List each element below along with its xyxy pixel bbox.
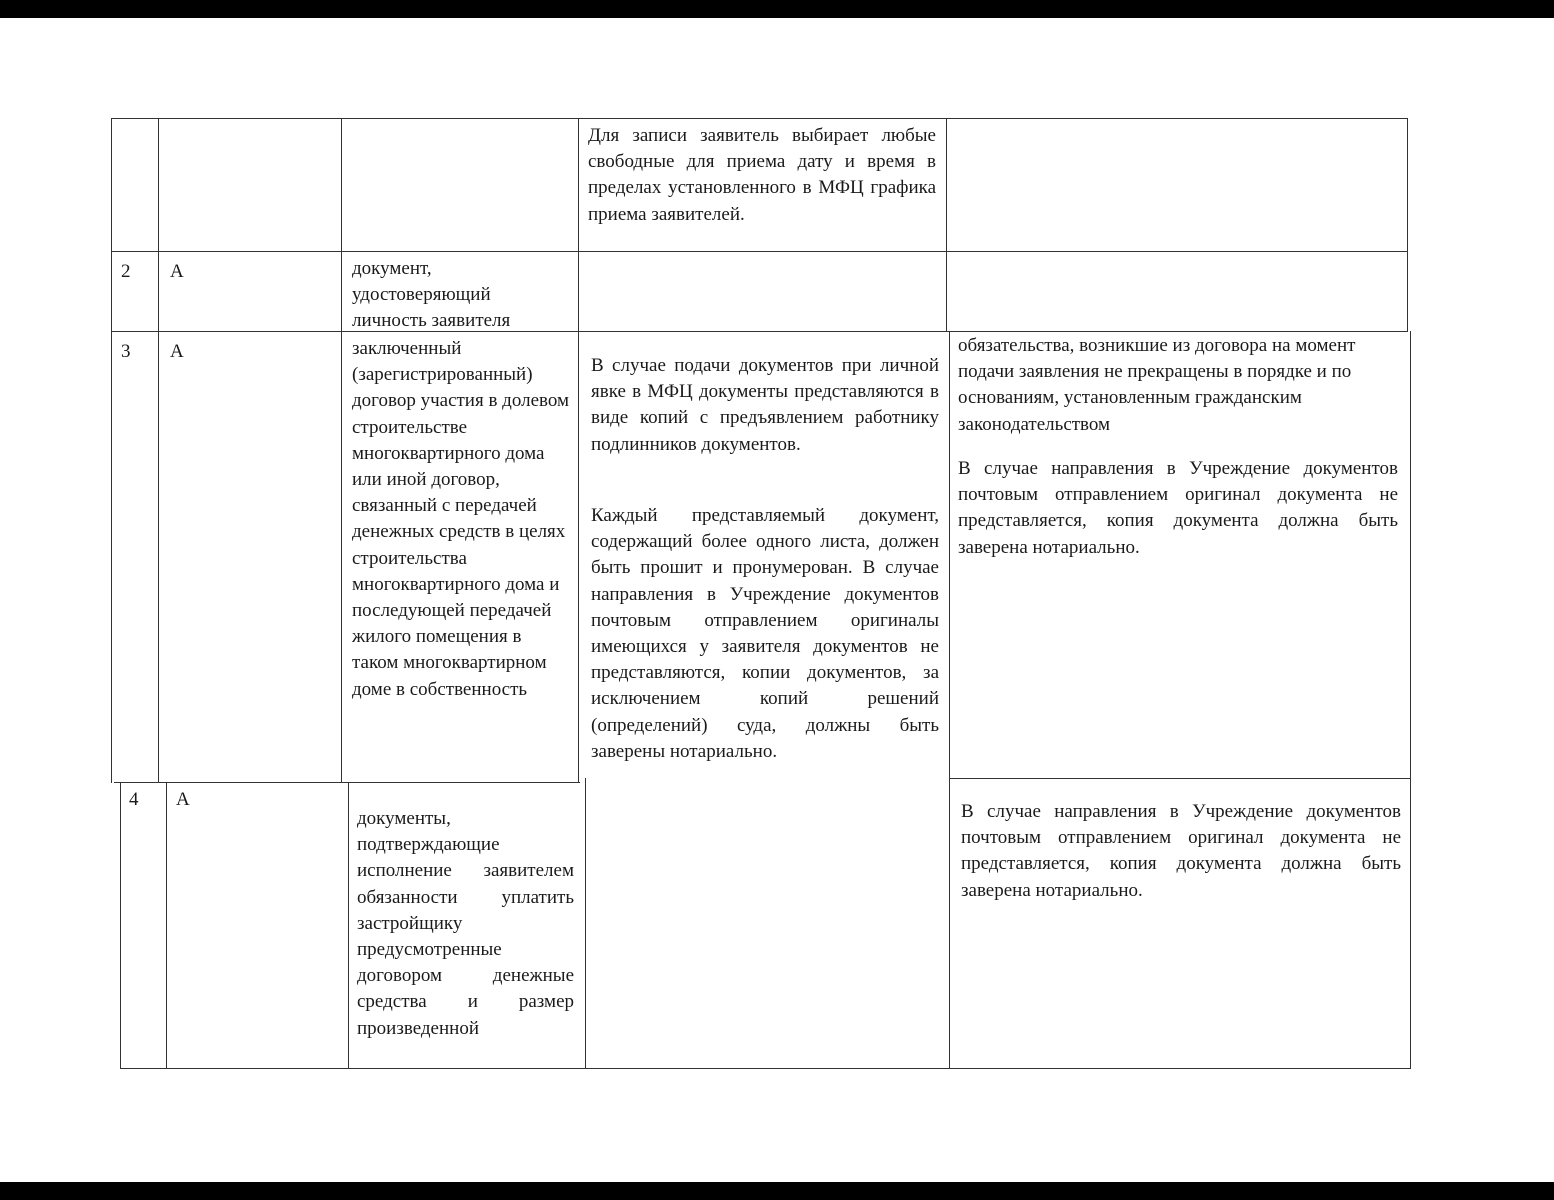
table-bottom-rule	[120, 1068, 1411, 1069]
row-4-rule-2	[348, 782, 349, 1068]
column-rule-1	[158, 118, 159, 783]
row-1-submission-text: Для записи заявитель выбирает любые свободные для приема дату и время в пределах установленного в МФЦ графика приема заявителей.	[588, 125, 936, 225]
row-2-type: А	[170, 261, 184, 282]
row-3-notes-paragraph-2: В случае направления в Учреждение документов почтовым отправлением оригинал документа не представляется, копия документа должна быть заверена нотариально.	[958, 458, 1398, 558]
column-rule-4	[946, 118, 947, 331]
row-3-requirements-paragraph-1: В случае подачи документов при личной явке в МФЦ документы представляются в виде копий с предъявлением работнику подлинников документов.	[591, 355, 939, 455]
row-3-notes-paragraph-1: обязательства, возникшие из договора на момент подачи заявления не прекращены в порядке и по основаниям, установленным гражданским законодательством	[958, 335, 1356, 435]
column-rule-3	[578, 118, 579, 783]
row-3-document-text: заключенный (зарегистрированный) договор участия в долевом строительстве многоквартирного дома или иной договор, связанный с передачей денежных средств в целях строительства многоквартирного дома и последующей передачей жилого помещения в таком многоквартирном доме в собственность	[352, 338, 570, 700]
column-rule-right-edge	[1407, 118, 1408, 331]
row-4-notes-text: В случае направления в Учреждение документов почтовым отправлением оригинал документа не представляется, копия документа должна быть заверена нотариально.	[961, 801, 1401, 901]
scan-bottom-border	[0, 1182, 1554, 1200]
row-3-type: А	[170, 341, 184, 362]
row-4-rule-3	[585, 778, 586, 1068]
column-rule-2	[341, 118, 342, 783]
table-top-rule	[111, 118, 1408, 119]
row-2-bottom-rule	[112, 331, 1408, 332]
row-3-requirements-paragraph-2: Каждый представляемый документ, содержащий более одного листа, должен быть прошит и пронумерован. В случае направления в Учреждение документов почтовым отправлением оригиналы имеющихся у заявителя документов не представляются, копии документов, за исключением копий решений (определений) суда, должны быть заверены нотариально.	[591, 505, 939, 762]
row-3-bottom-rule-left	[114, 782, 580, 783]
row-4-rule-1	[166, 782, 167, 1068]
row-4-document-text: документы, подтверждающие исполнение заявителем обязанности уплатить застройщику предусмотренные договором денежные средства и размер произведенной	[357, 808, 574, 1039]
row-2-document-text: документ, удостоверяющий личность заявителя	[352, 258, 511, 332]
row-4-rule-left-edge	[120, 782, 121, 1068]
column-rule-right-edge-lower	[1410, 331, 1411, 1068]
row-1-bottom-rule	[111, 251, 1408, 252]
column-rule-4-lower	[949, 331, 950, 1068]
row-4-number: 4	[129, 789, 139, 810]
row-3-number: 3	[121, 341, 131, 362]
row-4-type: А	[176, 789, 190, 810]
scan-top-border	[0, 0, 1554, 18]
row-3-bottom-rule-right	[950, 778, 1410, 779]
row-2-number: 2	[121, 261, 131, 282]
column-rule-left-edge	[111, 118, 112, 783]
